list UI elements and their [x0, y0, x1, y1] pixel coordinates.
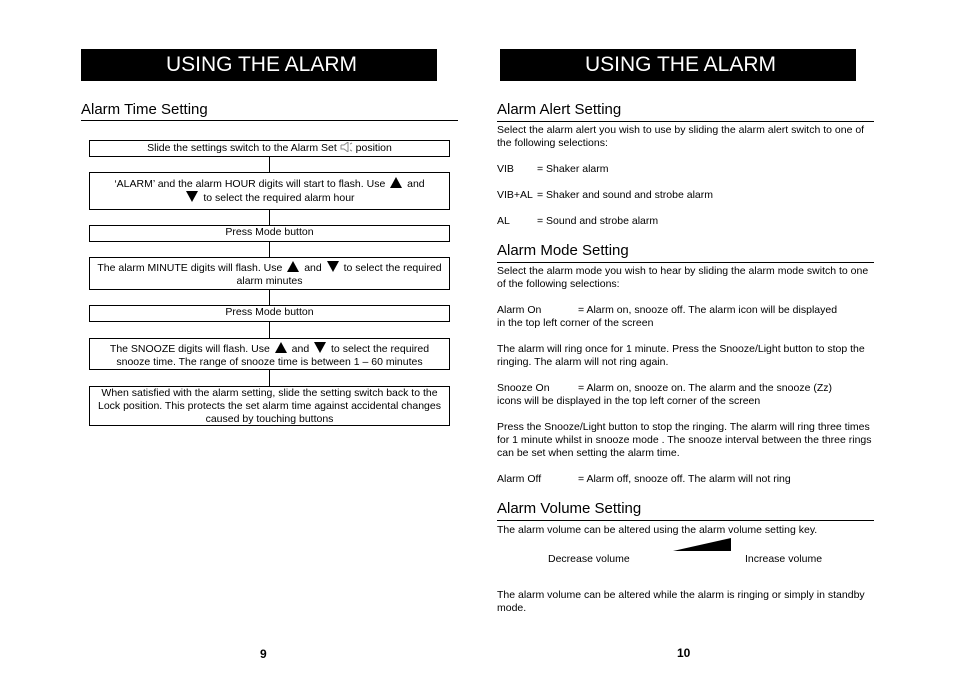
- connector-3: [269, 242, 270, 257]
- mode-alarm-on-label: Alarm On: [497, 304, 542, 316]
- connector-2: [269, 210, 270, 225]
- alarm-mode-setting-title: Alarm Mode Setting: [497, 242, 629, 259]
- alert-vibal-label: VIB+AL: [497, 189, 533, 201]
- volume-increase-label: Increase volume: [745, 553, 823, 565]
- page-number-right: 10: [677, 646, 691, 660]
- step-4-box: [89, 257, 450, 290]
- alarm-alert-setting-heading: [497, 101, 874, 122]
- step-2-box: [89, 172, 450, 210]
- mode-alarm-off-desc: = Alarm off, snooze off. The alarm will not ring: [578, 473, 791, 485]
- step-7-text: When satisfied with the alarm setting, slide the setting switch back to the Lock position. This protects the set alarm time against accidental changes caused by touching buttons: [98, 387, 441, 425]
- connector-1: [269, 157, 270, 172]
- mode-alarm-off-label: Alarm Off: [497, 473, 542, 485]
- alarm-time-setting-heading: [81, 101, 458, 121]
- mode-alarm-on: [497, 304, 872, 330]
- mode-snooze-on-cont: icons will be displayed in the top left corner of the screen: [497, 395, 761, 407]
- up-arrow-icon: [287, 261, 299, 272]
- mode-alarm-on-detail: The alarm will ring once for 1 minute. Press the Snooze/Light button to stop the ringing. The alarm will not ring again.: [497, 343, 865, 368]
- alert-vibal-desc: = Shaker and sound and strobe alarm: [537, 189, 713, 201]
- down-arrow-icon: [327, 261, 339, 272]
- step-2-text-and: and: [407, 178, 425, 190]
- up-arrow-icon: [275, 342, 287, 353]
- down-arrow-icon: [186, 191, 198, 202]
- mode-snooze-on-label: Snooze On: [497, 382, 550, 394]
- alarm-mode-setting-heading: [497, 242, 874, 263]
- step-6-text-pre: The SNOOZE digits will flash. Use: [109, 343, 270, 355]
- alert-vib-label: VIB: [497, 163, 514, 175]
- step-5-box: [89, 305, 450, 322]
- left-banner: [81, 49, 437, 81]
- step-3-box: [89, 225, 450, 242]
- alarm-time-setting-title: Alarm Time Setting: [81, 101, 208, 118]
- step-6-text-and: and: [291, 343, 310, 355]
- mode-snooze-on-desc: = Alarm on, snooze on. The alarm and the snooze (Zz): [578, 382, 832, 394]
- down-arrow-icon: [314, 342, 326, 353]
- connector-4: [269, 290, 270, 305]
- connector-5: [269, 322, 270, 338]
- step-2-text-post: to select the required alarm hour: [203, 192, 355, 204]
- alert-al-label: AL: [497, 215, 510, 227]
- alert-al-desc: = Sound and strobe alarm: [537, 215, 659, 227]
- step-3-text: Press Mode button: [225, 226, 314, 238]
- step-2-text-pre: ‘ALARM’ and the alarm HOUR digits will start to flash. Use: [114, 178, 386, 190]
- alert-vib-desc: = Shaker alarm: [537, 163, 609, 175]
- right-banner-text: USING THE ALARM: [585, 53, 776, 76]
- step-1-text-pre: Slide the settings switch to the Alarm Set: [147, 142, 337, 154]
- alarm-volume-setting-title: Alarm Volume Setting: [497, 500, 642, 517]
- volume-note: The alarm volume can be altered while the alarm is ringing or simply in standby mode.: [497, 589, 865, 614]
- step-1-box: [89, 140, 450, 157]
- volume-ramp-icon: [673, 538, 731, 551]
- step-1-text-post: position: [355, 142, 392, 154]
- alert-vibal: [497, 189, 872, 202]
- speaker-icon: [340, 142, 353, 152]
- step-5-text: Press Mode button: [225, 306, 314, 318]
- volume-decrease-label: Decrease volume: [548, 553, 630, 565]
- mode-alarm-off: [497, 473, 872, 486]
- step-4-text-pre: The alarm MINUTE digits will flash. Use: [97, 262, 283, 274]
- alarm-alert-setting-title: Alarm Alert Setting: [497, 101, 622, 118]
- volume-intro: The alarm volume can be altered using the alarm volume setting key.: [497, 524, 818, 536]
- up-arrow-icon: [390, 177, 402, 188]
- alert-al: [497, 215, 872, 228]
- mode-alarm-on-cont: in the top left corner of the screen: [497, 317, 654, 329]
- step-4-text-and: and: [304, 262, 322, 274]
- alert-intro: Select the alarm alert you wish to use by sliding the alarm alert switch to one of the following selections:: [497, 124, 865, 149]
- step-4-text-post: to select the required alarm minutes: [236, 262, 442, 287]
- mode-alarm-on-desc: = Alarm on, snooze off. The alarm icon will be displayed: [578, 304, 838, 316]
- left-banner-text: USING THE ALARM: [166, 53, 357, 76]
- step-6-box: [89, 338, 450, 370]
- connector-6: [269, 370, 270, 386]
- alarm-volume-setting-heading: [497, 500, 874, 521]
- page-number-left: 9: [260, 647, 267, 661]
- mode-intro: Select the alarm mode you wish to hear by sliding the alarm mode switch to one of the following selections:: [497, 265, 869, 290]
- right-banner: [500, 49, 856, 81]
- mode-snooze-detail: Press the Snooze/Light button to stop the ringing. The alarm will ring three times for 1 minute whilst in snooze mode . The snooze interval between the three rings can be set when setting the alarm time.: [497, 421, 872, 459]
- step-6-text-post: to select the required snooze time. The range of snooze time is between 1 – 60 minutes: [116, 343, 430, 368]
- alert-vib: [497, 163, 872, 176]
- step-7-box: [89, 386, 450, 426]
- mode-snooze-on: [497, 382, 872, 408]
